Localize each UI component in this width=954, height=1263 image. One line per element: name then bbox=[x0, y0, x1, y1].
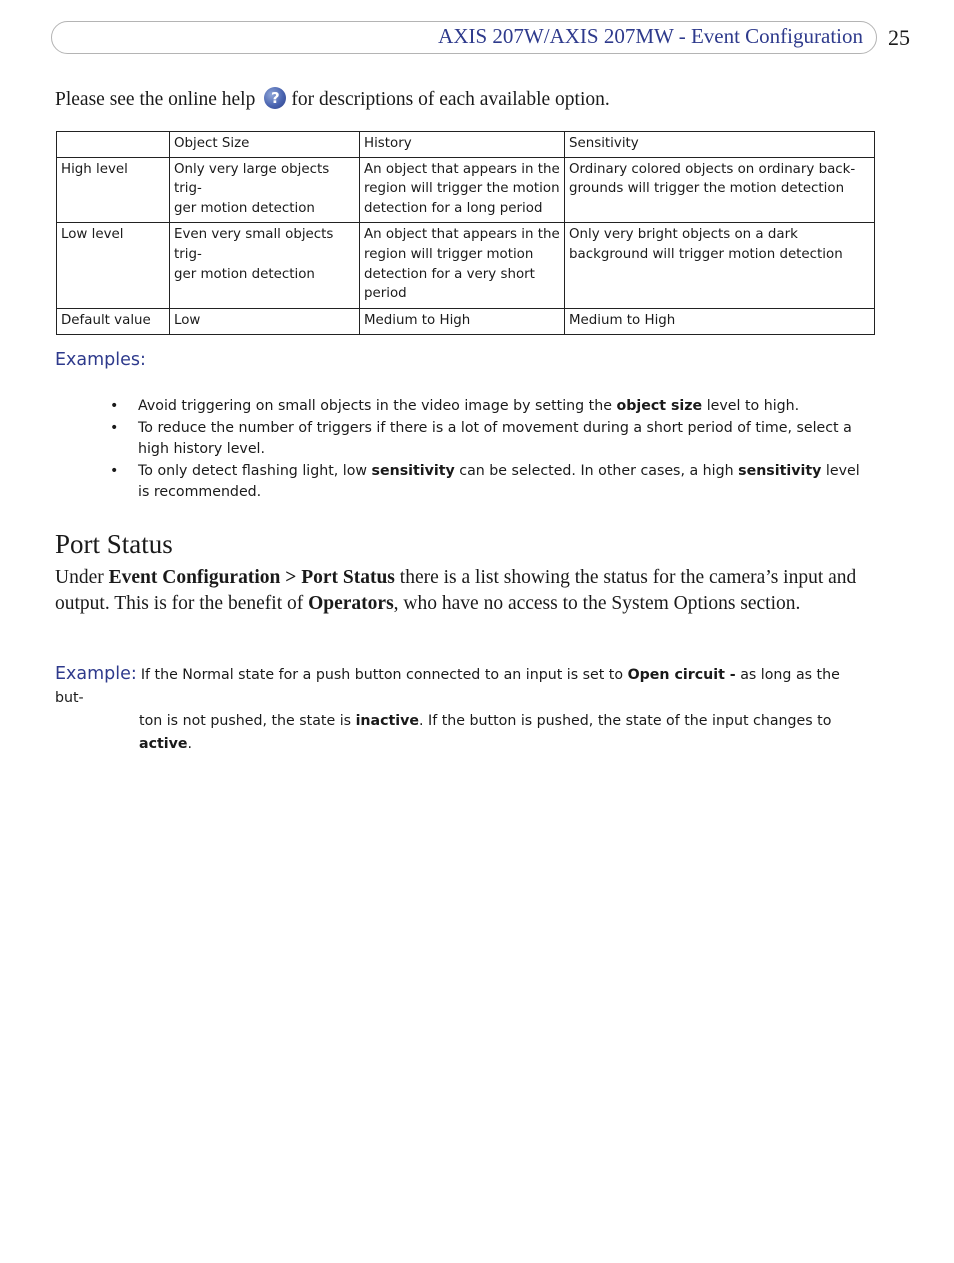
list-item-text: level to high. bbox=[702, 398, 800, 414]
example-text: . bbox=[187, 736, 193, 752]
para-text: , who have no access to the System Options section. bbox=[393, 592, 801, 614]
table-cell: Low bbox=[170, 308, 360, 335]
bullet-icon: • bbox=[110, 398, 119, 414]
para-text: Under bbox=[55, 567, 109, 588]
list-item-text: level is recommended. bbox=[138, 462, 860, 500]
table-cell: Medium to High bbox=[360, 308, 565, 335]
list-item-text: Avoid triggering on small objects in the video image by setting the bbox=[138, 398, 617, 414]
list-item bbox=[100, 461, 870, 504]
list-item-bold: object size bbox=[616, 398, 703, 414]
table-cell: Low level bbox=[57, 223, 170, 308]
example-bold: active bbox=[139, 736, 188, 752]
table-header-cell: Object Size bbox=[170, 132, 360, 158]
examples-heading: Examples: bbox=[55, 350, 146, 370]
example-text: ton is not pushed, the state is bbox=[139, 713, 356, 729]
table-cell: Ordinary colored objects on ordinary back- grounds will trigger the motion detection bbox=[565, 157, 875, 223]
table-cell: Default value bbox=[57, 308, 170, 335]
para-bold: Event Configuration > Port Status bbox=[108, 567, 395, 588]
table-cell: Even very small objects trig- ger motion detection bbox=[170, 223, 360, 308]
example-continuation bbox=[55, 710, 855, 756]
para-text: there is a list showing the status for the camera’s input and output. This is for the benefit of bbox=[55, 567, 857, 614]
example-bold: inactive bbox=[355, 713, 420, 729]
bullet-icon: • bbox=[110, 462, 119, 479]
table-cell: An object that appears in the region will trigger the motion detection for a long period bbox=[360, 157, 565, 223]
table-cell: High level bbox=[57, 157, 170, 223]
help-question-icon: ? bbox=[264, 87, 286, 109]
table-cell: An object that appears in the region will trigger motion detection for a very short period bbox=[360, 223, 565, 308]
table-header-cell: Sensitivity bbox=[565, 132, 875, 158]
example-block bbox=[55, 663, 855, 756]
example-text: as long as the but- bbox=[55, 667, 840, 706]
list-item-bold: sensitivity bbox=[371, 462, 455, 479]
page-number: 25 bbox=[888, 25, 910, 50]
table-cell: Only very bright objects on a dark background will trigger motion detection bbox=[565, 223, 875, 308]
list-item-bold: sensitivity bbox=[738, 462, 822, 479]
example-label: Example: bbox=[55, 664, 137, 684]
para-bold: Operators bbox=[308, 592, 394, 614]
table-header-row bbox=[57, 132, 875, 158]
help-line bbox=[55, 89, 610, 111]
table-row bbox=[57, 223, 875, 308]
help-line-after: for descriptions of each available option. bbox=[291, 89, 610, 110]
example-text: . If the button is pushed, the state of the input changes to bbox=[419, 713, 832, 729]
example-bold: Open circuit - bbox=[627, 667, 736, 683]
help-line-before: Please see the online help bbox=[55, 89, 256, 110]
table-cell: Only very large objects trig- ger motion detection bbox=[170, 157, 360, 223]
table-header-cell: History bbox=[360, 132, 565, 158]
bullet-icon: • bbox=[110, 419, 119, 436]
table-row bbox=[57, 308, 875, 335]
header-title: AXIS 207W/AXIS 207MW - Event Configuration bbox=[438, 24, 863, 48]
table-cell: Medium to High bbox=[565, 308, 875, 335]
section-heading-port-status: Port Status bbox=[55, 529, 173, 559]
example-text: If the Normal state for a push button connected to an input is set to bbox=[140, 667, 628, 683]
options-table bbox=[56, 131, 875, 335]
examples-list bbox=[100, 396, 870, 504]
list-item bbox=[100, 418, 870, 461]
list-item-text: can be selected. In other cases, a high bbox=[454, 462, 739, 479]
list-item-text: To reduce the number of triggers if there is a lot of movement during a short period of time, select a high history level. bbox=[138, 419, 852, 457]
table-row bbox=[57, 157, 875, 223]
list-item-text: To only detect flashing light, low bbox=[138, 462, 372, 479]
port-status-paragraph bbox=[55, 565, 885, 616]
table-header-cell bbox=[57, 132, 170, 158]
list-item bbox=[100, 396, 870, 418]
